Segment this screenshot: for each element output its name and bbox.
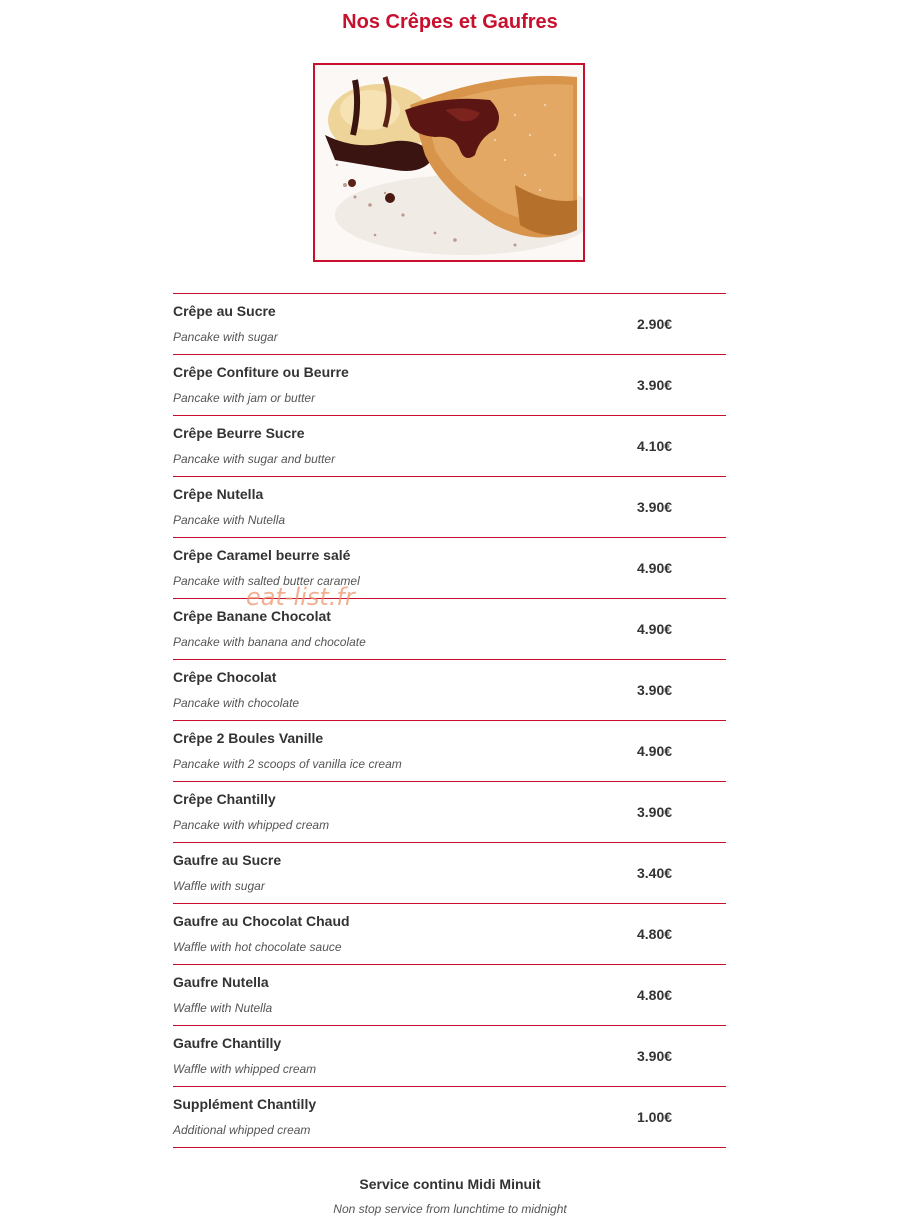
item-name: Crêpe Nutella bbox=[173, 486, 264, 502]
service-hours-subtitle: Non stop service from lunchtime to midnight bbox=[333, 1202, 567, 1216]
item-description: Waffle with Nutella bbox=[173, 1001, 273, 1015]
menu-item bbox=[173, 1087, 726, 1148]
item-description: Pancake with 2 scoops of vanilla ice cream bbox=[173, 757, 402, 771]
item-name: Gaufre au Chocolat Chaud bbox=[173, 913, 350, 929]
item-price: 3.90€ bbox=[637, 1048, 673, 1064]
menu-item bbox=[173, 965, 726, 1026]
item-description: Pancake with Nutella bbox=[173, 513, 286, 527]
menu-item bbox=[173, 599, 726, 660]
item-price: 4.90€ bbox=[637, 560, 673, 576]
item-description: Pancake with sugar bbox=[173, 330, 278, 344]
item-description: Waffle with hot chocolate sauce bbox=[173, 940, 342, 954]
menu-item bbox=[173, 355, 726, 416]
item-price: 3.90€ bbox=[637, 682, 673, 698]
menu-list bbox=[173, 293, 726, 1148]
item-name: Gaufre au Sucre bbox=[173, 852, 282, 868]
menu-item bbox=[173, 843, 726, 904]
item-name: Crêpe Banane Chocolat bbox=[173, 608, 331, 624]
item-price: 3.90€ bbox=[637, 377, 673, 393]
item-price: 3.90€ bbox=[637, 804, 673, 820]
menu-item bbox=[173, 294, 726, 355]
item-price: 1.00€ bbox=[637, 1109, 673, 1125]
item-name: Supplément Chantilly bbox=[173, 1096, 317, 1112]
crepe-photo bbox=[313, 63, 585, 262]
menu-item bbox=[173, 416, 726, 477]
item-description: Pancake with banana and chocolate bbox=[173, 635, 366, 649]
menu-item bbox=[173, 660, 726, 721]
item-price: 4.80€ bbox=[637, 926, 673, 942]
item-name: Crêpe Beurre Sucre bbox=[173, 425, 305, 441]
service-hours-title: Service continu Midi Minuit bbox=[359, 1176, 541, 1192]
menu-item bbox=[173, 1026, 726, 1087]
item-description: Pancake with whipped cream bbox=[173, 818, 330, 832]
item-name: Crêpe Confiture ou Beurre bbox=[173, 364, 349, 380]
item-price: 4.90€ bbox=[637, 621, 673, 637]
item-price: 3.90€ bbox=[637, 499, 673, 515]
crepe-illustration bbox=[315, 65, 583, 260]
item-price: 4.10€ bbox=[637, 438, 673, 454]
item-price: 3.40€ bbox=[637, 865, 673, 881]
item-price: 2.90€ bbox=[637, 316, 673, 332]
item-price: 4.80€ bbox=[637, 987, 673, 1003]
item-description: Waffle with whipped cream bbox=[173, 1062, 317, 1076]
item-description: Additional whipped cream bbox=[173, 1123, 311, 1137]
item-name: Gaufre Nutella bbox=[173, 974, 269, 990]
menu-item bbox=[173, 477, 726, 538]
item-name: Gaufre Chantilly bbox=[173, 1035, 282, 1051]
menu-item bbox=[173, 721, 726, 782]
item-description: Pancake with salted butter caramel bbox=[173, 574, 360, 588]
page-title: Nos Crêpes et Gaufres bbox=[342, 11, 558, 33]
item-description: Pancake with chocolate bbox=[173, 696, 300, 710]
item-name: Crêpe Chantilly bbox=[173, 791, 276, 807]
item-description: Pancake with jam or butter bbox=[173, 391, 316, 405]
menu-item bbox=[173, 782, 726, 843]
menu-item bbox=[173, 538, 726, 599]
item-description: Waffle with sugar bbox=[173, 879, 265, 893]
item-price: 4.90€ bbox=[637, 743, 673, 759]
item-name: Crêpe Chocolat bbox=[173, 669, 277, 685]
item-name: Crêpe Caramel beurre salé bbox=[173, 547, 351, 563]
watermark: eat-list.fr bbox=[246, 583, 355, 611]
item-name: Crêpe 2 Boules Vanille bbox=[173, 730, 324, 746]
item-name: Crêpe au Sucre bbox=[173, 303, 276, 319]
item-description: Pancake with sugar and butter bbox=[173, 452, 336, 466]
menu-item bbox=[173, 904, 726, 965]
